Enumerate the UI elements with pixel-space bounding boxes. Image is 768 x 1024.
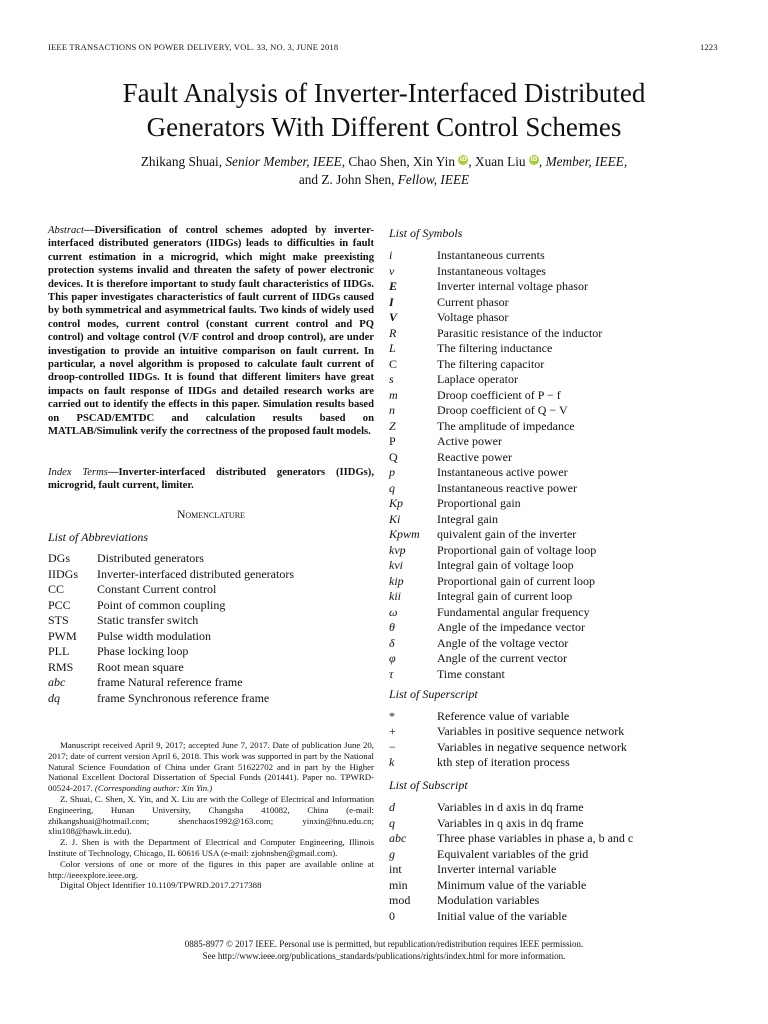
sym-key: R — [389, 325, 397, 340]
sup-key: + — [389, 724, 396, 739]
sym-key: m — [389, 387, 398, 402]
sub-definition: Minimum value of the variable — [437, 877, 587, 892]
sub-key: abc — [389, 831, 407, 845]
sym-key: ω — [389, 604, 398, 619]
sup-definition: Reference value of variable — [437, 709, 570, 723]
index-terms — [48, 466, 374, 493]
footnote-affiliation-1: Z. Shuai, C. Shen, X. Yin, and X. Liu are with the College of Electrical and Information Engineering, Hunan University, Changsha 410082, China (e-mail: zhikangshuai@hotmail.com; shenchaos1992@163.com; yinxin@hnu.edu.cn; xliu108@hawk.iit.edu). — [48, 793, 374, 837]
abbr-key: CC — [48, 582, 65, 596]
sym-key: q — [389, 480, 395, 495]
running-header: IEEE TRANSACTIONS ON POWER DELIVERY, VOL. 33, NO. 3, JUNE 2018 — [48, 42, 339, 52]
abbr-key: PWM — [48, 628, 77, 643]
sym-key: kvp — [389, 542, 406, 557]
paper-title — [40, 76, 728, 144]
sym-key: L — [389, 341, 396, 355]
sym-definition: Reactive power — [437, 449, 512, 464]
title-line-1: Fault Analysis of Inverter-Interfaced Distributed — [122, 78, 646, 108]
sym-definition: Active power — [437, 434, 502, 448]
author-1: Zhikang Shuai, — [140, 154, 223, 169]
sub-key: mod — [389, 893, 411, 907]
sup-key: k — [389, 754, 395, 769]
sym-key: Kpwm — [389, 527, 420, 541]
sym-definition: Instantaneous voltages — [437, 263, 546, 278]
sup-key: − — [389, 739, 396, 754]
copyright-line-1: 0885-8977 © 2017 IEEE. Personal use is permitted, but republication/redistribution requires IEEE permission. — [184, 939, 584, 949]
footnote-affiliation-2: Z. J. Shen is with the Department of Electrical and Computer Engineering, Illinois Institute of Technology, Chicago, IL 60616 USA (e-mail: zjohnshen@gmail.com). — [48, 837, 374, 858]
sym-key: θ — [389, 620, 395, 634]
sub-key: int — [389, 862, 402, 876]
sym-definition: Integral gain — [437, 511, 498, 526]
sym-definition: Instantaneous currents — [437, 248, 545, 262]
sym-definition: Integral gain of current loop — [437, 589, 573, 603]
sym-definition: Time constant — [437, 666, 505, 681]
abstract-label: Abstract — [48, 225, 84, 236]
copyright-line-2: See http://www.ieee.org/publications_standards/publications/rights/index.html for more information. — [202, 951, 566, 961]
sym-definition: Proportional gain of current loop — [437, 573, 595, 588]
sub-definition: Modulation variables — [437, 893, 540, 907]
sym-key: v — [389, 263, 395, 278]
superscript-heading: List of Superscript — [389, 687, 478, 701]
author-4-role: Member, IEEE, — [545, 154, 628, 169]
sym-definition: Proportional gain of voltage loop — [437, 542, 597, 557]
sym-key: φ — [389, 651, 396, 665]
author-2-3: , Chao Shen, Xin Yin — [341, 154, 455, 169]
sym-definition: Current phasor — [437, 294, 509, 309]
sub-definition: Variables in d axis in dq frame — [437, 800, 584, 814]
footnote-color: Color versions of one or more of the figures in this paper are available online at http://ieeexplore.ieee.org. — [48, 858, 374, 880]
abbr-key: PCC — [48, 597, 71, 612]
sup-definition: kth step of iteration process — [437, 754, 570, 769]
sym-definition: Voltage phasor — [437, 310, 509, 324]
sym-key: p — [389, 465, 395, 479]
sup-definition: Variables in positive sequence network — [437, 724, 625, 739]
sub-definition: Variables in q axis in dq frame — [437, 815, 584, 830]
sym-definition: Angle of the impedance vector — [437, 620, 585, 634]
sym-definition: Instantaneous reactive power — [437, 480, 577, 495]
abbr-definition: Pulse width modulation — [97, 628, 211, 643]
subscript-heading: List of Subscript — [389, 778, 468, 792]
abbr-key: IIDGs — [48, 566, 78, 581]
sym-key: τ — [389, 666, 394, 681]
sup-key: * — [389, 709, 395, 723]
sym-key: kip — [389, 573, 404, 588]
author-5-role: Fellow, IEEE — [397, 172, 470, 187]
footnote-manuscript: Manuscript received April 9, 2017; accepted June 7, 2017. Date of publication June 20, 2017; date of current version April 6, 2018. This work was supported in part by the National Natural Science Foundation of China under Grant 51622702 and in part by the Higher National Excellent Doctoral Dissertation of Special Funds (201441). Paper no. TPWRD-00524-2017. — [48, 740, 374, 794]
sym-definition: Angle of the voltage vector — [437, 635, 569, 650]
author-list: Zhikang Shuai, Senior Member, IEEE, Chao Shen, Xin Yin iD, Xuan Liu iD, Member, IEEE, and Z. John Shen, Fellow, IEEE — [140, 154, 628, 187]
abbr-key: dq — [48, 690, 60, 705]
sym-key: kii — [389, 589, 401, 603]
sub-definition: Initial value of the variable — [437, 908, 567, 923]
abbr-definition: Root mean square — [97, 659, 184, 674]
sub-definition: Inverter internal variable — [437, 862, 557, 876]
sym-definition: Integral gain of voltage loop — [437, 558, 574, 572]
sym-key: Q — [389, 449, 398, 464]
title-line-2: Generators With Different Control Schemes — [146, 112, 622, 142]
sym-definition: Droop coefficient of P − f — [437, 387, 561, 402]
abbr-definition: Static transfer switch — [97, 613, 199, 627]
sub-key: 0 — [389, 908, 395, 923]
nomenclature-heading: Nomenclature — [177, 509, 245, 521]
sym-key: s — [389, 372, 394, 386]
abstract — [48, 224, 374, 439]
sym-key: C — [389, 356, 398, 371]
abbr-definition: Distributed generators — [97, 551, 204, 565]
copyright-notice — [40, 938, 728, 962]
sym-definition: Instantaneous active power — [437, 465, 568, 479]
sub-key: d — [389, 800, 395, 814]
sup-definition: Variables in negative sequence network — [437, 739, 627, 754]
sym-definition: Inverter internal voltage phasor — [437, 279, 588, 293]
footnote — [48, 740, 374, 891]
footnote-corresponding: (Corresponding author: Xin Yin.) — [94, 783, 213, 794]
sym-definition: Angle of the current vector — [437, 651, 567, 665]
sym-key: Z — [389, 418, 396, 433]
sym-definition: Parasitic resistance of the inductor — [437, 325, 603, 340]
abbr-definition: Constant Current control — [97, 582, 217, 596]
sub-key: min — [389, 877, 408, 892]
sym-key: n — [389, 403, 395, 417]
sym-key: E — [389, 279, 398, 293]
sym-key: δ — [389, 635, 395, 650]
abstract-text: —Diversification of control schemes adopted by inverter-interfaced distributed generators (IIDGs) leads to difficulties in fault current estimation in a microgrid, which might make preexisting protection systems invalid and threaten the safety of power electronic devices. It is therefore important to study fault characteristics of IIDGs. This paper investigates characteristics of fault current of IIDGs caused by both symmetrical and asymmetrical faults. Two kinds of widely used control modes, current control (constant current control and PQ control) and voltage control (V/F control and droop control), are under investigation to provide an intuitive comparison on fault current. In particular, a novel algorithm is proposed to calculate fault current of droop-controlled IIDGs. It is found that different limiters have great impacts on fault response of IIDGs and detailed research works are carried out to identify the effects in this paper. Simulation results based on PSCAD/EMTDC and calculation results based on MATLAB/Simulink verify the correctness of the proposed fault models. — [48, 225, 374, 438]
abbr-definition: frame Natural reference frame — [97, 675, 243, 689]
sym-key: V — [389, 310, 398, 324]
abbreviations-heading: List of Abbreviations — [48, 530, 149, 544]
index-terms-text: —Inverter-interfaced distributed generators (IIDGs), microgrid, fault current, limiter. — [48, 467, 374, 492]
sub-definition: Three phase variables in phase a, b and c — [437, 831, 634, 845]
sub-key: g — [389, 846, 395, 861]
sym-definition: The filtering capacitor — [437, 356, 545, 371]
symbols-heading: List of Symbols — [389, 226, 463, 240]
author-1-role: Senior Member, IEEE — [225, 154, 342, 169]
sub-key: q — [389, 815, 395, 830]
abbr-definition: Point of common coupling — [97, 597, 226, 612]
orcid-icon[interactable]: iD — [530, 155, 538, 163]
sym-key: kvi — [389, 558, 403, 572]
abbr-key: DGs — [48, 551, 71, 565]
sym-definition: Fundamental angular frequency — [437, 604, 590, 619]
sym-definition: Droop coefficient of Q − V — [437, 403, 568, 417]
abbr-key: RMS — [48, 659, 74, 674]
sub-definition: Equivalent variables of the grid — [437, 846, 589, 861]
sym-key: Ki — [389, 511, 401, 526]
sym-key: i — [389, 248, 393, 262]
index-terms-label: Index Terms — [48, 467, 108, 478]
page-number: 1223 — [700, 42, 718, 52]
abbr-key: abc — [48, 675, 66, 689]
abbr-definition: Inverter-interfaced distributed generators — [97, 566, 294, 581]
sym-definition: quivalent gain of the inverter — [437, 527, 577, 541]
sym-definition: The filtering inductance — [437, 341, 553, 355]
author-4: , Xuan Liu — [468, 154, 526, 169]
sym-key: P — [389, 434, 396, 448]
sym-definition: Laplace operator — [437, 372, 518, 386]
author-5: and Z. John Shen, — [298, 172, 395, 187]
orcid-icon[interactable]: iD — [459, 155, 467, 163]
abbr-definition: Phase locking loop — [97, 644, 189, 658]
sym-key: I — [389, 294, 394, 309]
footnote-doi: Digital Object Identifier 10.1109/TPWRD.2017.2717388 — [60, 880, 262, 891]
sym-definition: The amplitude of impedance — [437, 418, 575, 433]
abbr-definition: frame Synchronous reference frame — [97, 690, 270, 705]
abbr-key: PLL — [48, 644, 70, 658]
abbr-key: STS — [48, 613, 69, 627]
sym-key: Kp — [389, 496, 404, 510]
sym-definition: Proportional gain — [437, 496, 521, 510]
